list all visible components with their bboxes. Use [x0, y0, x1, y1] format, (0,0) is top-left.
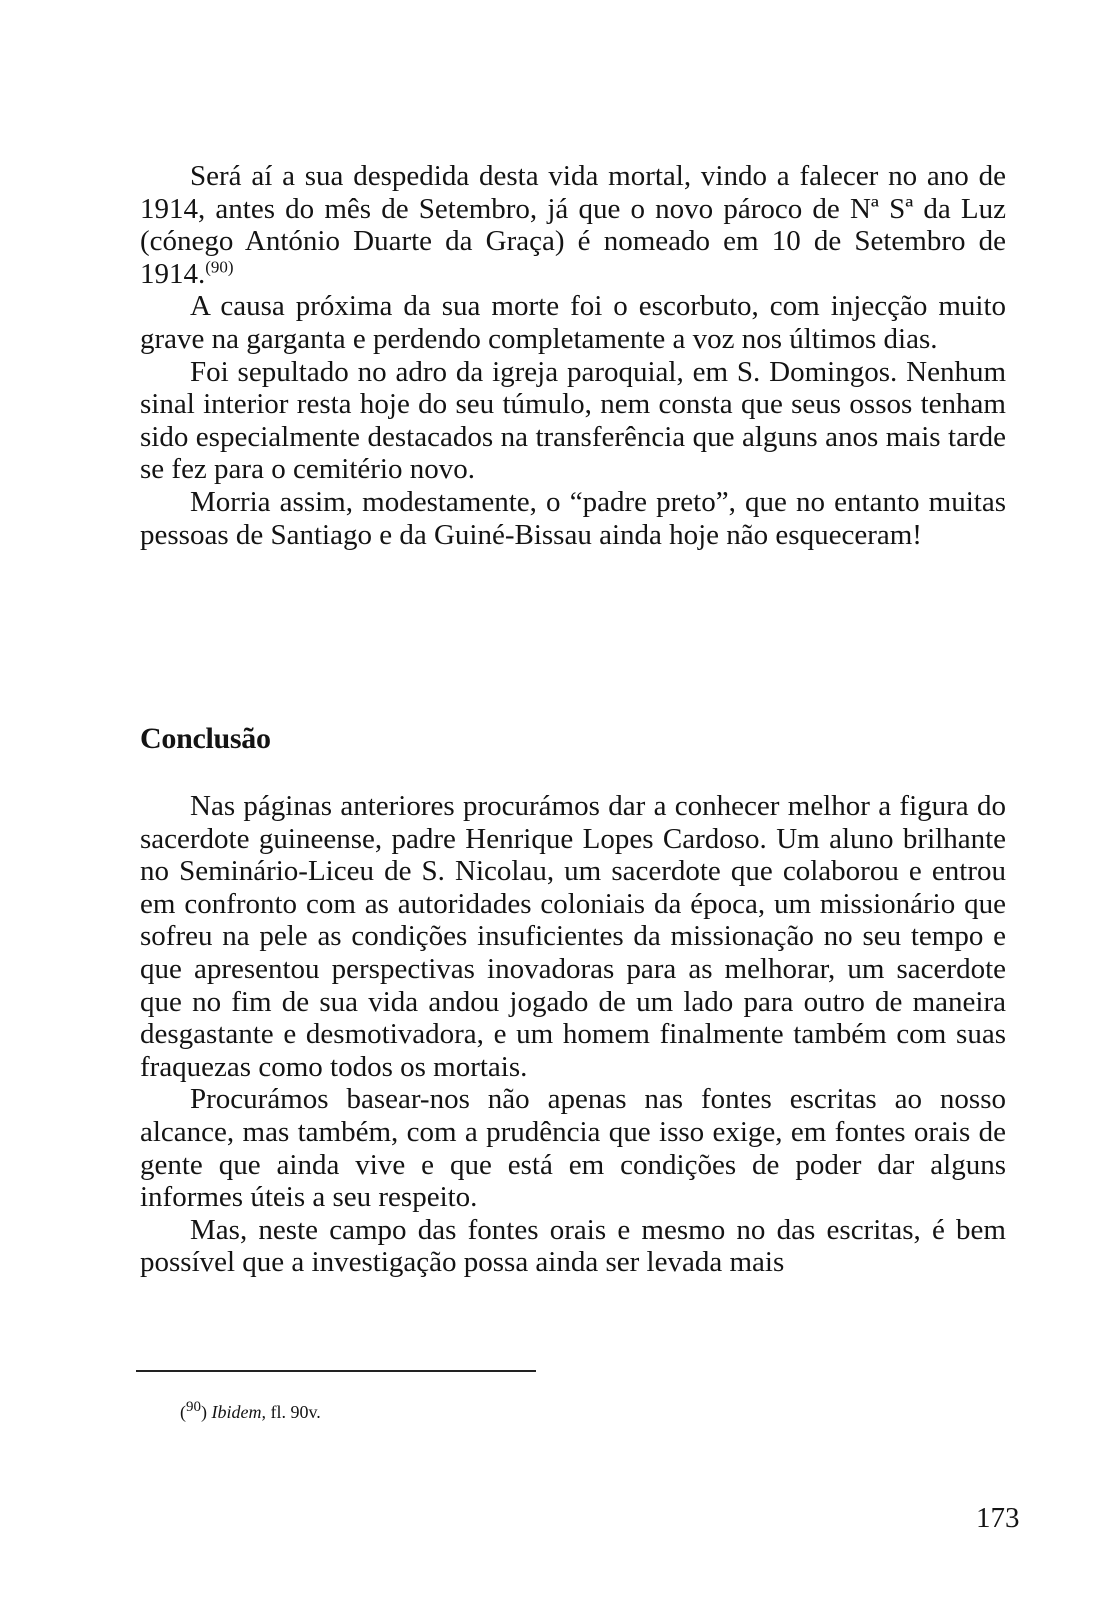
page-number: 173	[976, 1502, 1020, 1534]
footnote-locator: fl. 90v.	[265, 1402, 321, 1422]
footnote-divider	[136, 1370, 536, 1372]
footnote-reference: (90)	[205, 257, 234, 277]
footnote-number: 90	[186, 1399, 201, 1415]
paragraph: A causa próxima da sua morte foi o escorbuto, com injecção muito grave na garganta e perdendo completamente a voz nos últimos dias.	[140, 290, 1006, 355]
paragraph	[140, 160, 1006, 290]
paragraph: Procurámos basear-nos não apenas nas fontes escritas ao nosso alcance, mas também, com a prudência que isso exige, em fontes orais de gente que ainda vive e que está em condições de poder dar alguns informes úteis a seu respeito.	[140, 1083, 1006, 1214]
paragraph: Mas, neste campo das fontes orais e mesmo no das escritas, é bem possível que a investigação possa ainda ser levada mais	[140, 1213, 1006, 1279]
footnote	[180, 1399, 321, 1423]
footnote-paren-open: (	[180, 1402, 186, 1422]
paragraph-text: Será aí a sua despedida desta vida mortal, vindo a falecer no ano de 1914, antes do mês de Setembro, já que o novo pároco de Nª Sª da Luz (cónego António Duarte da Graça) é nomeado em 10 de Setembro de 1914.	[140, 160, 1006, 290]
paragraph: Morria assim, modestamente, o “padre preto”, que no entanto muitas pessoas de Santiago e da Guiné-Bissau ainda hoje não esqueceram!	[140, 485, 1006, 551]
paragraph: Foi sepultado no adro da igreja paroquial, em S. Domingos. Nenhum sinal interior resta hoje do seu túmulo, nem consta que seus ossos tenham sido especialmente destacados na transferência que alguns anos mais tarde se fez para o cemitério novo.	[140, 355, 1006, 486]
footnote-source: Ibidem,	[211, 1402, 266, 1422]
body-text-top	[140, 160, 1006, 551]
body-text-bottom	[140, 790, 1006, 1279]
paragraph: Nas páginas anteriores procurámos dar a conhecer melhor a figura do sacerdote guineense, padre Henrique Lopes Cardoso. Um aluno brilhante no Seminário-Liceu de S. Nicolau, um sacerdote que colaborou e entrou em confronto com as autoridades coloniais da época, um missionário que sofreu na pele as condições insuficientes da missionação no seu tempo e que apresentou perspectivas inovadoras para as melhorar, um sacerdote que no fim de sua vida andou jogado de um lado para outro de maneira desgastante e desmotivadora, e um homem finalmente também com suas fraquezas como todos os mortais.	[140, 790, 1006, 1083]
footnote-paren-close: )	[201, 1402, 207, 1422]
section-heading: Conclusão	[140, 722, 271, 755]
